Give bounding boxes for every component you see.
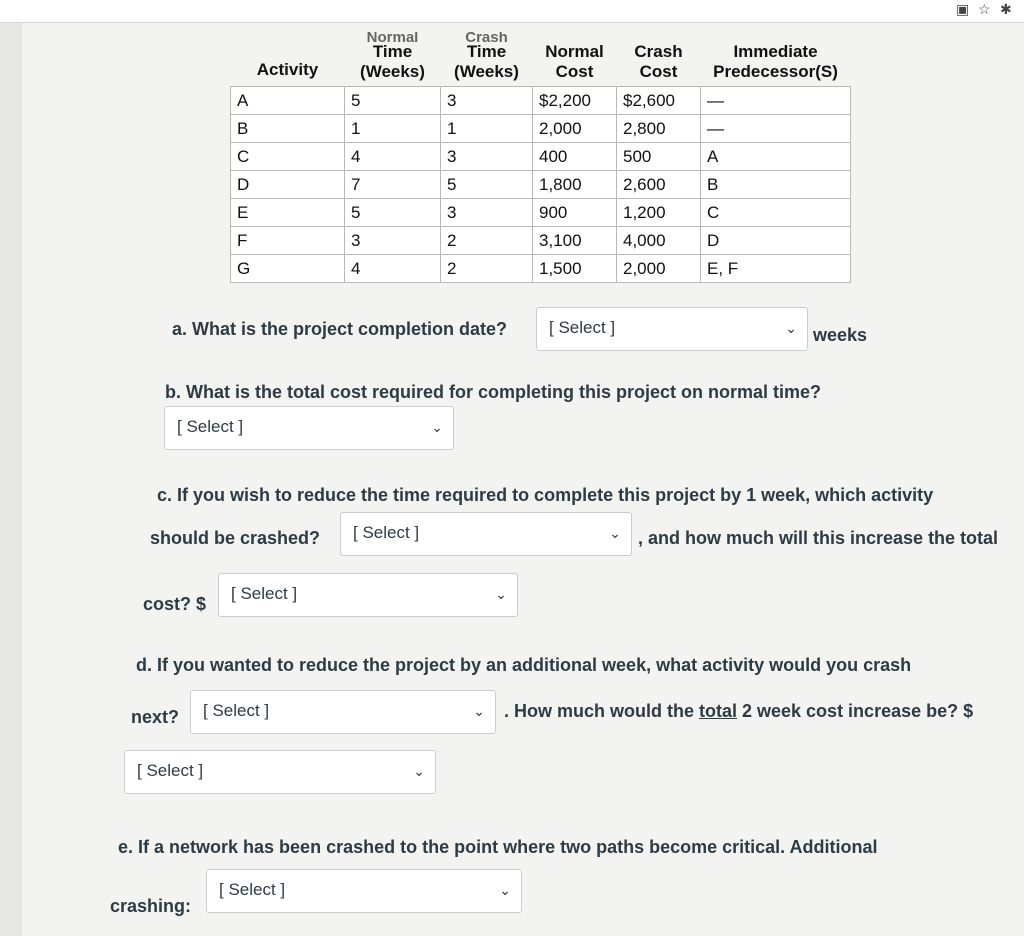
chevron-down-icon: ⌄ (473, 703, 485, 719)
cell-crash-cost: 2,800 (617, 115, 701, 143)
table-row (231, 171, 851, 199)
page-edge (0, 0, 22, 936)
cell-predecessor: — (701, 115, 851, 143)
cell-normal-cost: 1,500 (533, 255, 617, 283)
table-row (231, 115, 851, 143)
question-c-text-3: , and how much will this increase the total (638, 528, 999, 548)
cell-predecessor: B (701, 171, 851, 199)
question-d-activity-select[interactable] (190, 690, 496, 734)
question-b-text: b. What is the total cost required for completing this project on normal time? (165, 382, 822, 402)
question-e-select[interactable] (206, 869, 522, 913)
table-row (231, 227, 851, 255)
cell-normal-cost: 3,100 (533, 227, 617, 255)
cell-activity: B (231, 115, 345, 143)
question-d-text: d. If you wanted to reduce the project by an additional week, what activity would you crash (136, 655, 912, 675)
header-activity: Activity (256, 60, 319, 79)
puzzle-icon[interactable]: ✱ (1000, 1, 1012, 17)
cell-normal-cost: 1,800 (533, 171, 617, 199)
cell-predecessor: — (701, 87, 851, 115)
cell-activity: A (231, 87, 345, 115)
table-row (231, 255, 851, 283)
question-d-total-underlined: total (699, 701, 737, 721)
cell-normal-cost: 400 (533, 143, 617, 171)
extension-icon[interactable]: ▣ (956, 1, 970, 17)
question-e-text: e. If a network has been crashed to the point where two paths become critical. Additional (118, 837, 878, 857)
select-placeholder: [ Select ] (203, 701, 270, 720)
cell-activity: E (231, 199, 345, 227)
header-normal-cost: Normal Cost (545, 42, 604, 81)
question-b-select[interactable] (164, 406, 454, 450)
select-placeholder: [ Select ] (219, 880, 286, 899)
cell-activity: F (231, 227, 345, 255)
cell-crash-time: 1 (441, 115, 533, 143)
cell-activity: C (231, 143, 345, 171)
cell-normal-time: 4 (345, 255, 441, 283)
question-d-text-2: next? (131, 707, 180, 727)
cell-crash-cost: 2,000 (617, 255, 701, 283)
cell-activity: D (231, 171, 345, 199)
chevron-down-icon: ⌄ (413, 763, 425, 779)
header-predecessors: Immediate Predecessor(S) (713, 42, 838, 81)
header-crash-time: Crash Time (Weeks) (454, 32, 519, 81)
question-c-text: c. If you wish to reduce the time required to complete this project by 1 week, which activity (157, 485, 934, 505)
select-placeholder: [ Select ] (231, 584, 298, 603)
cell-crash-cost: 4,000 (617, 227, 701, 255)
select-placeholder: [ Select ] (137, 761, 204, 780)
cell-normal-time: 1 (345, 115, 441, 143)
question-a-suffix: weeks (813, 325, 868, 345)
chevron-down-icon: ⌄ (495, 586, 507, 602)
table-row (231, 87, 851, 115)
cell-crash-cost: $2,600 (617, 87, 701, 115)
cell-crash-time: 3 (441, 87, 533, 115)
chevron-down-icon: ⌄ (431, 419, 443, 435)
cell-predecessor: E, F (701, 255, 851, 283)
cell-crash-time: 5 (441, 171, 533, 199)
cell-normal-cost: $2,200 (533, 87, 617, 115)
cell-predecessor: C (701, 199, 851, 227)
question-a-text: a. What is the project completion date? (172, 319, 508, 339)
cell-normal-cost: 2,000 (533, 115, 617, 143)
question-c-text-2: should be crashed? (150, 528, 321, 548)
table-row (231, 143, 851, 171)
cell-predecessor: D (701, 227, 851, 255)
question-c-cost-select[interactable] (218, 573, 518, 617)
cell-normal-time: 4 (345, 143, 441, 171)
activity-table (230, 18, 851, 283)
header-crash-cost: Crash Cost (634, 42, 683, 81)
question-d-text-3 (504, 701, 973, 722)
header-normal-time: Normal Time (Weeks) (360, 32, 425, 81)
cell-crash-cost: 2,600 (617, 171, 701, 199)
table-row (231, 199, 851, 227)
question-d-text-3b: 2 week cost increase be? $ (737, 701, 974, 721)
cell-normal-cost: 900 (533, 199, 617, 227)
star-icon[interactable]: ☆ (978, 1, 991, 17)
question-c-activity-select[interactable] (340, 512, 632, 556)
cell-crash-time: 3 (441, 143, 533, 171)
question-d-text-3a: . How much would the (504, 701, 699, 721)
question-a-select[interactable] (536, 307, 808, 351)
cell-crash-time: 2 (441, 227, 533, 255)
question-e-text-2: crashing: (110, 896, 192, 916)
question-c-text-4: cost? $ (143, 594, 207, 614)
chevron-down-icon: ⌄ (499, 882, 511, 898)
cell-crash-cost: 1,200 (617, 199, 701, 227)
cell-predecessor: A (701, 143, 851, 171)
cell-normal-time: 5 (345, 199, 441, 227)
question-d-cost-select[interactable] (124, 750, 436, 794)
select-placeholder: [ Select ] (549, 318, 616, 337)
cell-normal-time: 3 (345, 227, 441, 255)
cell-normal-time: 7 (345, 171, 441, 199)
cell-normal-time: 5 (345, 87, 441, 115)
chevron-down-icon: ⌄ (609, 525, 621, 541)
chevron-down-icon: ⌄ (785, 320, 797, 336)
select-placeholder: [ Select ] (353, 523, 420, 542)
select-placeholder: [ Select ] (177, 417, 244, 436)
cell-crash-cost: 500 (617, 143, 701, 171)
cell-crash-time: 2 (441, 255, 533, 283)
cell-activity: G (231, 255, 345, 283)
cell-crash-time: 3 (441, 199, 533, 227)
